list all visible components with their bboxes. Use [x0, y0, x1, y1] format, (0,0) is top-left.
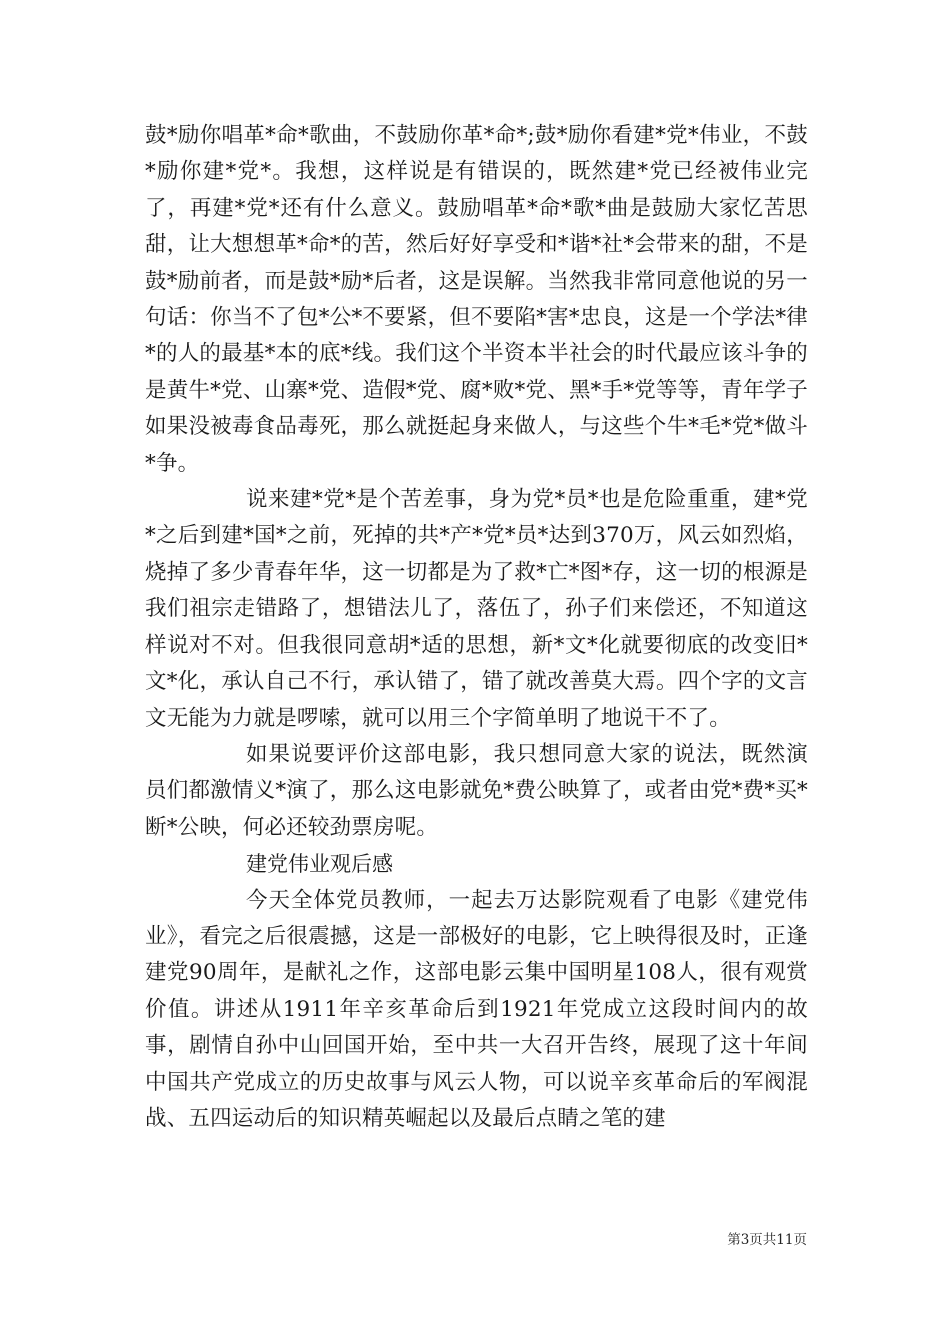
page-number-footer: 第3页共11页	[727, 1232, 807, 1248]
paragraph-4: 今天全体党员教师，一起去万达影院观看了电影《建党伟业》，看完之后很震撼，这是一部极好的电影，它上映得很及时，正逢建党90周年，是献礼之作，这部电影云集中国明星108人，很有观赏价值。讲述从1911年辛亥革命后到1921年党成立这段时间内的故事，剧情自孙中山回国开始，至中共一大召开告终，展现了这十年间中国共产党成立的历史故事与风云人物，可以说辛亥革命后的军阀混战、五四运动后的知识精英崛起以及最后点睛之笔的建	[145, 887, 808, 1131]
paragraph-1: 鼓*励你唱革*命*歌曲，不鼓励你革*命*;鼓*励你看建*党*伟业，不鼓*励你建*党*。我想，这样说是有错误的，既然建*党已经被伟业完了，再建*党*还有什么意义。鼓励唱革*命*歌*曲是鼓励大家忆苦思甜，让大想想革*命*的苦，然后好好享受和*谐*社*会带来的甜，不是鼓*励前者，而是鼓*励*后者，这是误解。当然我非常同意他说的另一句话：你当不了包*公*不要紧，但不要陷*害*忠良，这是一个学法*律*的人的最基*本的底*线。我们这个半资本半社会的时代最应该斗争的是黄牛*党、山寨*党、造假*党、腐*败*党、黑*手*党等等，青年学子如果没被毒食品毒死，那么就挺起身来做人，与这些个牛*毛*党*做斗*争。	[145, 123, 808, 476]
document-body	[145, 118, 808, 1137]
paragraph-3: 如果说要评价这部电影，我只想同意大家的说法，既然演员们都激情义*演了，那么这电影就免*费公映算了，或者由党*费*买*断*公映，何必还较劲票房呢。	[145, 741, 808, 840]
section-heading: 建党伟业观后感	[246, 852, 393, 877]
paragraph-2: 说来建*党*是个苦差事，身为党*员*也是危险重重，建*党*之后到建*国*之前，死掉的共*产*党*员*达到370万，风云如烈焰，烧掉了多少青春年华，这一切都是为了救*亡*图*存，这一切的根源是我们祖宗走错路了，想错法儿了，落伍了，孙子们来偿还，不知道这样说对不对。但我很同意胡*适的思想，新*文*化就要彻底的改变旧*文*化，承认自己不行，承认错了，错了就改善莫大焉。四个字的文言文无能为力就是啰嗦，就可以用三个字简单明了地说干不了。	[145, 487, 808, 731]
